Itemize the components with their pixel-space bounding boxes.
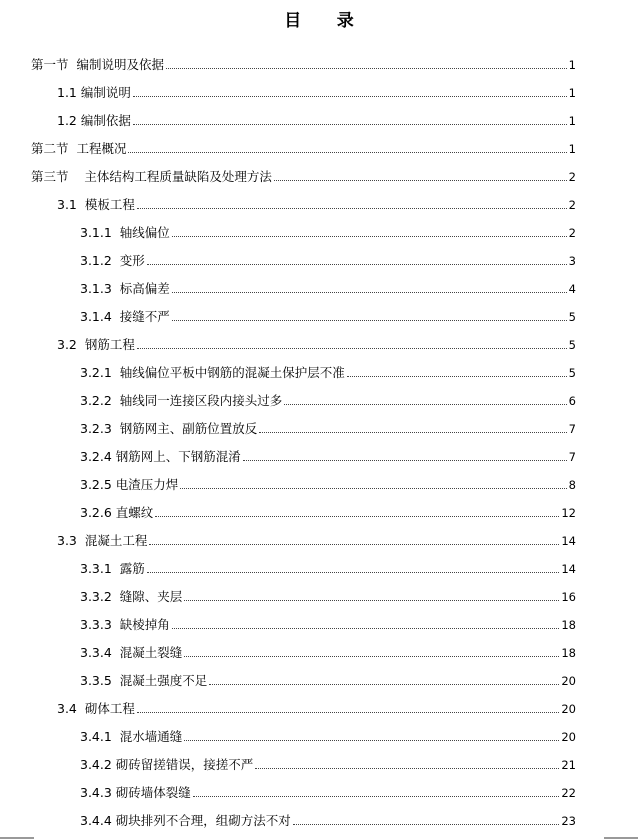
toc-dot-leader [172, 292, 567, 293]
toc-page-number: 7 [568, 422, 576, 436]
toc-dot-leader [184, 656, 559, 657]
toc-entry[interactable] [80, 812, 576, 830]
toc-page-number: 14 [561, 534, 576, 548]
toc-dot-leader [259, 432, 566, 433]
toc-entry[interactable] [80, 784, 576, 802]
toc-entry-label: 3.3.3 缺棱掉角 [80, 617, 170, 632]
toc-entry[interactable] [31, 140, 576, 158]
toc-entry[interactable] [80, 364, 576, 382]
toc-entry[interactable] [57, 700, 576, 718]
toc-entry-label: 3.2 钢筋工程 [57, 337, 135, 352]
toc-entry[interactable] [80, 560, 576, 578]
toc-page-number: 20 [561, 674, 576, 688]
toc-entry-label: 3.1.4 接缝不严 [80, 309, 170, 324]
toc-dot-leader [137, 712, 560, 713]
toc-entry[interactable] [80, 616, 576, 634]
toc-entry[interactable] [80, 280, 576, 298]
toc-dot-leader [255, 768, 559, 769]
toc-entry[interactable] [57, 84, 576, 102]
toc-entry[interactable] [80, 420, 576, 438]
toc-page-number: 5 [568, 338, 576, 352]
toc-page-number: 16 [561, 590, 576, 604]
toc-entry[interactable] [31, 168, 576, 186]
toc-entry[interactable] [80, 588, 576, 606]
toc-dot-leader [166, 68, 567, 69]
toc-entry-label: 3.3.4 混凝土裂缝 [80, 645, 183, 660]
toc-entry-label: 3.3 混凝土工程 [57, 533, 148, 548]
toc-entry-label: 3.2.5 电渣压力焊 [80, 477, 179, 492]
toc-dot-leader [243, 460, 567, 461]
toc-page-number: 7 [568, 450, 576, 464]
toc-entry-label: 第三节 主体结构工程质量缺陷及处理方法 [31, 169, 272, 184]
toc-entry[interactable] [57, 532, 576, 550]
toc-dot-leader [284, 404, 566, 405]
toc-entry-label: 3.4.3 砌砖墙体裂缝 [80, 785, 191, 800]
toc-entry-label: 3.4.1 混水墙通缝 [80, 729, 183, 744]
toc-page-number: 21 [561, 758, 576, 772]
toc-dot-leader [133, 96, 567, 97]
toc-page-number: 22 [561, 786, 576, 800]
toc-page-number: 23 [561, 814, 576, 828]
toc-dot-leader [147, 572, 560, 573]
toc-dot-leader [180, 488, 566, 489]
toc-entry[interactable] [80, 392, 576, 410]
toc-entry-label: 3.2.2 轴线同一连接区段内接头过多 [80, 393, 283, 408]
toc-entry-label: 3.2.4 钢筋网上、下钢筋混淆 [80, 449, 241, 464]
toc-page-number: 2 [568, 198, 576, 212]
toc-entry-label: 3.1.3 标高偏差 [80, 281, 170, 296]
toc-entry-label: 3.4.4 砌块排列不合理，组砌方法不对 [80, 813, 291, 828]
toc-dot-leader [172, 320, 567, 321]
toc-page-number: 14 [561, 562, 576, 576]
toc-dot-leader [137, 348, 567, 349]
toc-entry[interactable] [57, 196, 576, 214]
toc-entry-label: 3.1 模板工程 [57, 197, 135, 212]
toc-dot-leader [274, 180, 567, 181]
toc-entry-label: 1.1 编制说明 [57, 85, 131, 100]
toc-dot-leader [184, 600, 559, 601]
toc-entry-label: 3.3.1 露筋 [80, 561, 145, 576]
toc-page-number: 1 [568, 142, 576, 156]
toc-dot-leader [209, 684, 559, 685]
toc-dot-leader [193, 796, 560, 797]
toc-page-number: 20 [561, 702, 576, 716]
toc-entry[interactable] [80, 308, 576, 326]
toc-entry[interactable] [80, 504, 576, 522]
toc-page-number: 6 [568, 394, 576, 408]
toc-entry-label: 3.1.1 轴线偏位 [80, 225, 170, 240]
toc-dot-leader [172, 628, 560, 629]
toc-entry[interactable] [80, 252, 576, 270]
toc-page-number: 4 [568, 282, 576, 296]
toc-entry[interactable] [80, 644, 576, 662]
toc-dot-leader [184, 740, 559, 741]
toc-page-number: 20 [561, 730, 576, 744]
toc-dot-leader [149, 544, 559, 545]
toc-entry[interactable] [80, 224, 576, 242]
toc-page-number: 5 [568, 310, 576, 324]
toc-entry[interactable] [80, 728, 576, 746]
toc-dot-leader [293, 824, 560, 825]
toc-page-number: 1 [568, 58, 576, 72]
toc-entry-label: 1.2 编制依据 [57, 113, 131, 128]
toc-entry-label: 3.2.1 轴线偏位平板中钢筋的混凝土保护层不准 [80, 365, 345, 380]
toc-page-number: 1 [568, 86, 576, 100]
toc-entry[interactable] [80, 672, 576, 690]
toc-entry-label: 3.4.2 砌砖留搓错误，接搓不严 [80, 757, 254, 772]
toc-title: 目 录 [284, 11, 354, 31]
toc-dot-leader [347, 376, 567, 377]
toc-entry-label: 3.3.5 混凝土强度不足 [80, 673, 208, 688]
toc-page-number: 12 [561, 506, 576, 520]
toc-page-number: 2 [568, 226, 576, 240]
toc-entry-label: 3.3.2 缝隙、夹层 [80, 589, 183, 604]
toc-entry[interactable] [80, 476, 576, 494]
toc-page-number: 5 [568, 366, 576, 380]
toc-dot-leader [172, 236, 567, 237]
toc-dot-leader [155, 516, 559, 517]
toc-entry-label: 3.2.3 钢筋网主、副筋位置放反 [80, 421, 258, 436]
toc-entry-label: 第一节 编制说明及依据 [31, 57, 164, 72]
toc-entry-label: 3.2.6 直螺纹 [80, 505, 154, 520]
toc-page-number: 1 [568, 114, 576, 128]
toc-page-number: 3 [568, 254, 576, 268]
toc-page-number: 2 [568, 170, 576, 184]
toc-entry[interactable] [31, 56, 576, 74]
toc-page-number: 18 [561, 646, 576, 660]
toc-dot-leader [137, 208, 567, 209]
toc-page-number: 18 [561, 618, 576, 632]
toc-entry[interactable] [57, 336, 576, 354]
toc-entry-label: 3.4 砌体工程 [57, 701, 135, 716]
toc-dot-leader [147, 264, 567, 265]
toc-entry[interactable] [80, 448, 576, 466]
toc-dot-leader [133, 124, 567, 125]
toc-entry[interactable] [57, 112, 576, 130]
toc-entry[interactable] [80, 756, 576, 774]
toc-dot-leader [128, 152, 566, 153]
toc-page-number: 8 [568, 478, 576, 492]
toc-entry-label: 第二节 工程概况 [31, 141, 127, 156]
toc-entry-label: 3.1.2 变形 [80, 253, 145, 268]
